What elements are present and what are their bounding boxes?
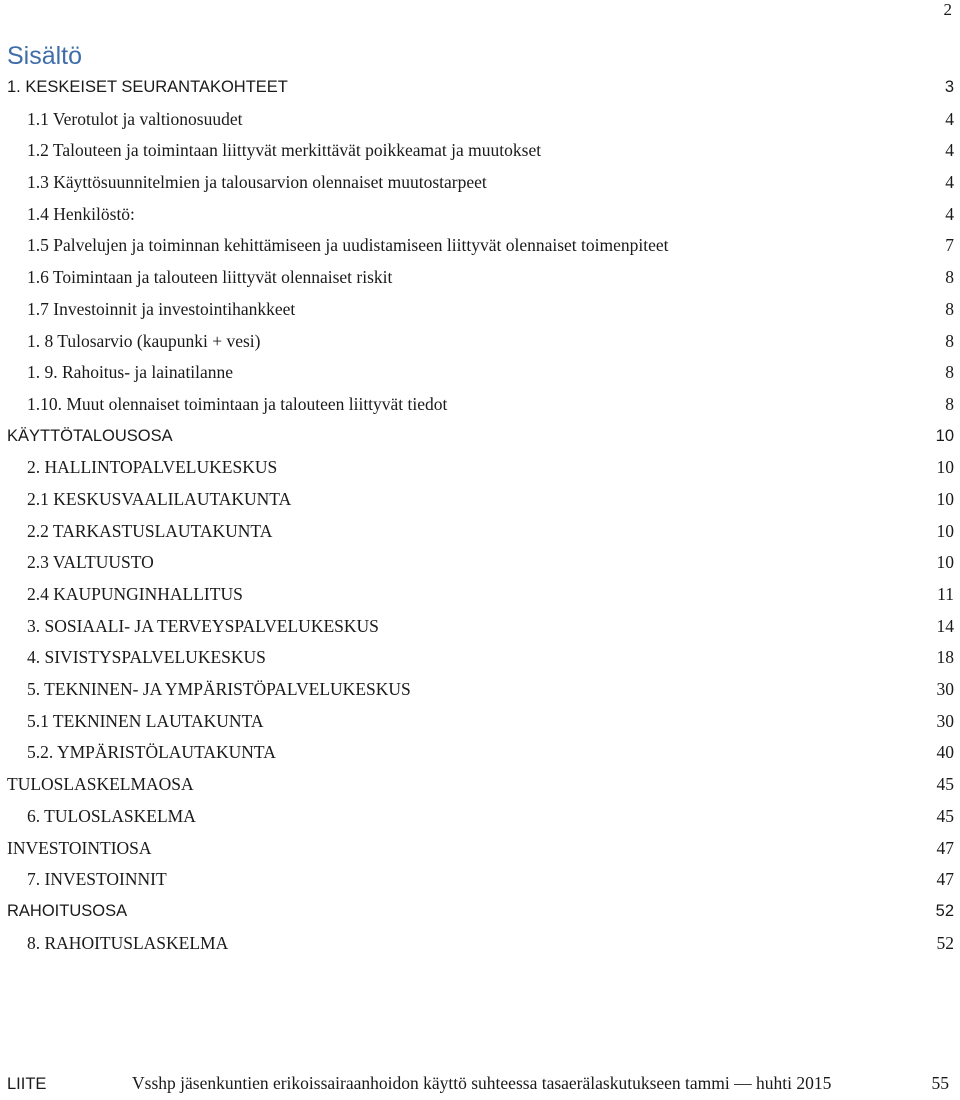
- toc-entry[interactable]: [0, 516, 960, 548]
- toc-entry-page: 11: [937, 584, 954, 604]
- toc-entry-page: 18: [936, 647, 954, 668]
- toc-entry-page: 4: [945, 172, 954, 193]
- toc-entry-label: 2.1 KESKUSVAALILAUTAKUNTA: [27, 488, 292, 509]
- toc-entry-page: 14: [936, 615, 954, 636]
- toc-entry[interactable]: [0, 706, 960, 738]
- footer-page: 55: [931, 1073, 949, 1093]
- toc-entry[interactable]: [0, 928, 960, 960]
- toc-entry[interactable]: [0, 135, 960, 167]
- toc-entry[interactable]: [0, 230, 960, 262]
- toc-entry-page: 40: [936, 742, 954, 763]
- toc-entry[interactable]: [0, 547, 960, 579]
- toc-entry-label: KÄYTTÖTALOUSOSA: [7, 426, 173, 445]
- toc-entry-page: 10: [935, 426, 954, 445]
- toc-entry-label: 2. HALLINTOPALVELUKESKUS: [27, 457, 278, 478]
- toc-entry-page: 10: [936, 488, 954, 509]
- toc-entry-page: 10: [936, 520, 954, 541]
- toc-entry-page: 4: [945, 108, 954, 129]
- toc-entry-label: 2.2 TARKASTUSLAUTAKUNTA: [27, 520, 273, 541]
- toc-entry-label: 7. INVESTOINNIT: [27, 869, 167, 890]
- toc-entry-label: 8. RAHOITUSLASKELMA: [27, 932, 229, 953]
- toc-entry[interactable]: [0, 452, 960, 484]
- table-of-contents: [0, 72, 960, 959]
- toc-entry-label: 5. TEKNINEN- JA YMPÄRISTÖPALVELUKESKUS: [27, 679, 411, 700]
- toc-entry-page: 10: [936, 552, 954, 573]
- toc-entry-page: 8: [945, 267, 954, 288]
- toc-entry-label: 5.2. YMPÄRISTÖLAUTAKUNTA: [27, 742, 276, 763]
- toc-entry-page: 47: [936, 837, 954, 858]
- toc-entry-page: 30: [936, 679, 954, 700]
- toc-entry-label: 1.3 Käyttösuunnitelmien ja talousarvion olennaiset muutostarpeet: [27, 172, 487, 193]
- toc-entry-label: 5.1 TEKNINEN LAUTAKUNTA: [27, 710, 264, 731]
- toc-entry-label: 4. SIVISTYSPALVELUKESKUS: [27, 647, 266, 668]
- toc-entry-page: 4: [945, 203, 954, 224]
- toc-entry[interactable]: [0, 357, 960, 389]
- toc-entry-label: 1. 9. Rahoitus- ja lainatilanne: [27, 362, 234, 383]
- toc-entry-page: 45: [936, 805, 954, 826]
- toc-entry[interactable]: [0, 72, 960, 104]
- toc-title: Sisältö: [7, 42, 83, 70]
- footer-title: Vsshp jäsenkuntien erikoissairaanhoidon käyttö suhteessa tasaerälaskutukseen tammi — huhti 2015: [132, 1073, 832, 1093]
- toc-entry[interactable]: [0, 674, 960, 706]
- toc-entry-label: 1.10. Muut olennaiset toimintaan ja talouteen liittyvät tiedot: [27, 393, 448, 414]
- toc-entry-page: 3: [944, 78, 954, 96]
- toc-entry-page: 10: [936, 457, 954, 478]
- toc-entry[interactable]: [0, 833, 960, 865]
- toc-entry[interactable]: [0, 167, 960, 199]
- toc-entry[interactable]: [0, 199, 960, 231]
- toc-entry-label: 1.2 Talouteen ja toimintaan liittyvät merkittävät poikkeamat ja muutokset: [27, 140, 542, 161]
- toc-entry[interactable]: [0, 294, 960, 326]
- toc-entry-label: 2.3 VALTUUSTO: [27, 552, 154, 573]
- toc-entry-label: 6. TULOSLASKELMA: [27, 805, 196, 826]
- toc-entry[interactable]: [0, 611, 960, 643]
- toc-entry-label: 1. 8 Tulosarvio (kaupunki + vesi): [27, 330, 261, 351]
- toc-entry[interactable]: [0, 864, 960, 896]
- toc-entry-label: 1.6 Toimintaan ja talouteen liittyvät olennaiset riskit: [27, 267, 393, 288]
- toc-entry[interactable]: [0, 579, 960, 611]
- toc-entry-page: 8: [945, 330, 954, 351]
- toc-entry[interactable]: [0, 104, 960, 136]
- toc-entry-label: TULOSLASKELMAOSA: [7, 774, 194, 795]
- toc-entry-page: 7: [945, 235, 954, 256]
- toc-entry-label: 1. KESKEISET SEURANTAKOHTEET: [7, 78, 288, 96]
- toc-entry[interactable]: [0, 737, 960, 769]
- toc-entry-label: 1.5 Palvelujen ja toiminnan kehittämiseen ja uudistamiseen liittyvät olennaiset toimenpiteet: [27, 235, 669, 256]
- toc-entry-label: 1.7 Investoinnit ja investointihankkeet: [27, 298, 296, 319]
- toc-entry[interactable]: [0, 262, 960, 294]
- toc-entry[interactable]: [0, 484, 960, 516]
- page-number: 2: [943, 0, 952, 19]
- toc-entry-page: 52: [936, 932, 954, 953]
- toc-entry[interactable]: [0, 801, 960, 833]
- toc-entry-page: 4: [945, 140, 954, 161]
- toc-entry-label: RAHOITUSOSA: [7, 901, 128, 920]
- toc-entry-page: 47: [936, 869, 954, 890]
- toc-entry[interactable]: [0, 326, 960, 358]
- toc-entry-page: 52: [935, 901, 954, 920]
- toc-footer-entry[interactable]: [7, 1072, 949, 1095]
- toc-entry[interactable]: [0, 769, 960, 801]
- toc-entry[interactable]: [0, 389, 960, 421]
- toc-entry-label: 2.4 KAUPUNGINHALLITUS: [27, 584, 243, 604]
- toc-entry-page: 45: [936, 774, 954, 795]
- toc-entry[interactable]: [0, 421, 960, 453]
- footer-label: LIITE: [7, 1075, 47, 1093]
- toc-entry-label: INVESTOINTIOSA: [7, 837, 152, 858]
- toc-entry-page: 8: [945, 298, 954, 319]
- toc-entry[interactable]: [0, 642, 960, 674]
- toc-entry-page: 8: [945, 393, 954, 414]
- toc-entry-label: 3. SOSIAALI- JA TERVEYSPALVELUKESKUS: [27, 615, 379, 636]
- toc-entry-page: 8: [945, 362, 954, 383]
- toc-entry[interactable]: [0, 896, 960, 928]
- toc-entry-label: 1.1 Verotulot ja valtionosuudet: [27, 108, 243, 129]
- toc-entry-label: 1.4 Henkilöstö:: [27, 203, 135, 224]
- toc-entry-page: 30: [936, 710, 954, 731]
